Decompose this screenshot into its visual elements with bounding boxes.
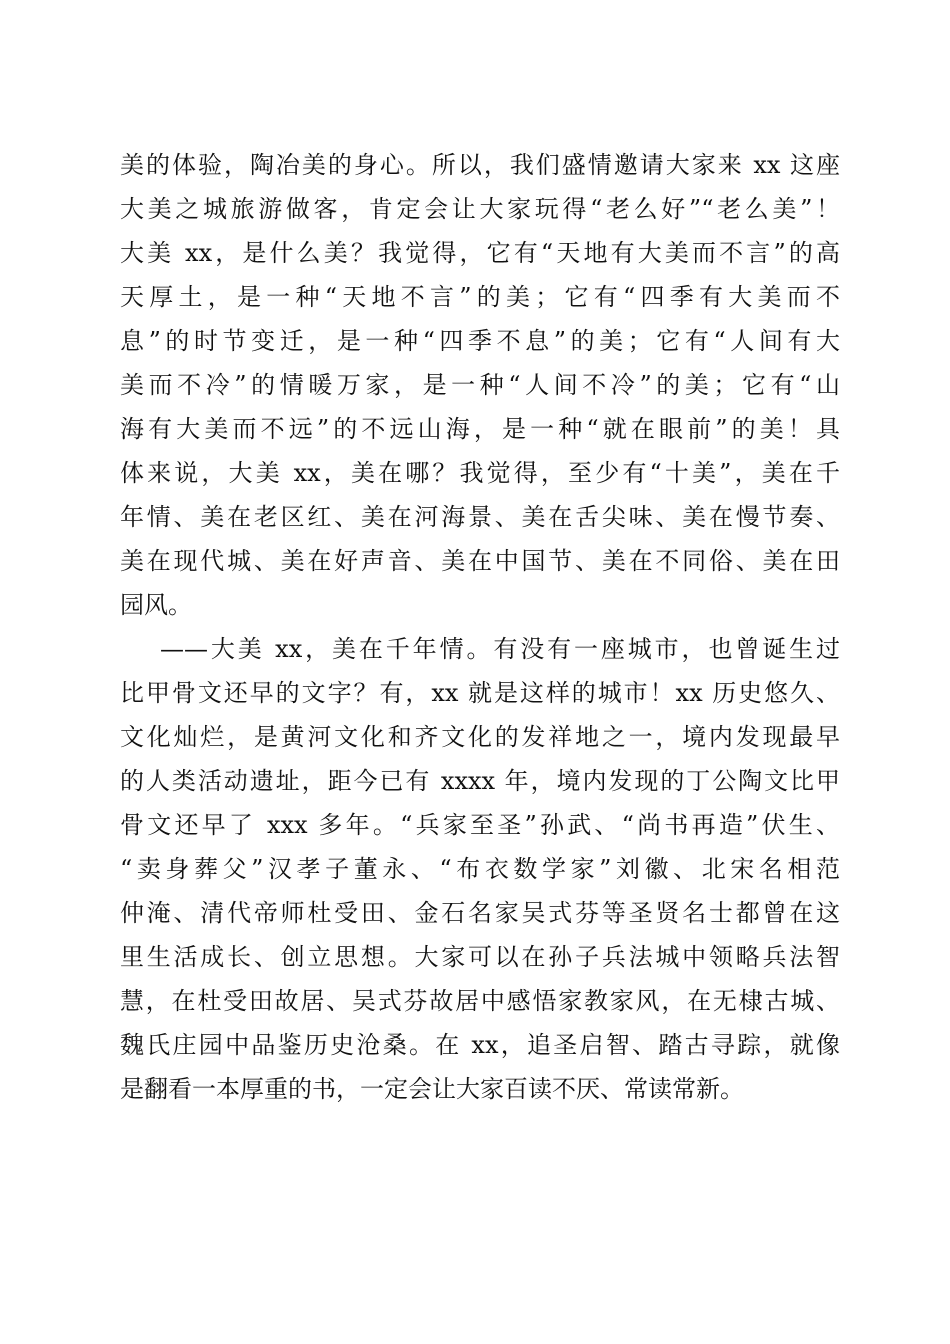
text-line: 比甲骨文还早的文字？有，xx 就是这样的城市！xx 历史悠久、: [120, 679, 840, 707]
text-line: 园风。: [120, 591, 192, 619]
text-line: ——大美 xx，美在千年情。有没有一座城市，也曾诞生过: [160, 635, 840, 663]
text-line: 海有大美而不远”的不远山海，是一种“就在眼前”的美！具: [120, 415, 840, 443]
text-line: 体来说，大美 xx，美在哪？我觉得，至少有“十美”，美在千: [120, 459, 840, 487]
paragraph-2: [120, 627, 840, 1111]
text-line: 美在现代城、美在好声音、美在中国节、美在不同俗、美在田: [120, 547, 840, 575]
text-line: 息”的时节变迁，是一种“四季不息”的美；它有“人间有大: [120, 327, 840, 355]
document-body: [120, 143, 840, 1111]
text-line: 美而不冷”的情暖万家，是一种“人间不冷”的美；它有“山: [120, 371, 840, 399]
text-line: 美的体验，陶冶美的身心。所以，我们盛情邀请大家来 xx 这座: [120, 151, 840, 179]
text-line: “卖身葬父”汉孝子董永、“布衣数学家”刘徽、北宋名相范: [120, 855, 840, 883]
text-line: 是翻看一本厚重的书，一定会让大家百读不厌、常读常新。: [120, 1075, 744, 1103]
text-line: 骨文还早了 xxx 多年。“兵家至圣”孙武、“尚书再造”伏生、: [120, 811, 840, 839]
text-line: 慧，在杜受田故居、吴式芬故居中感悟家教家风，在无棣古城、: [120, 987, 840, 1015]
paragraph-1: [120, 143, 840, 627]
text-line: 里生活成长、创立思想。大家可以在孙子兵法城中领略兵法智: [120, 943, 840, 971]
text-line: 大美 xx，是什么美？我觉得，它有“天地有大美而不言”的高: [120, 239, 840, 267]
text-line: 魏氏庄园中品鉴历史沧桑。在 xx，追圣启智、踏古寻踪，就像: [120, 1031, 840, 1059]
text-line: 文化灿烂，是黄河文化和齐文化的发祥地之一，境内发现最早: [120, 723, 840, 751]
text-line: 年情、美在老区红、美在河海景、美在舌尖味、美在慢节奏、: [120, 503, 840, 531]
text-line: 天厚土，是一种“天地不言”的美；它有“四季有大美而不: [120, 283, 840, 311]
text-line: 大美之城旅游做客，肯定会让大家玩得“老么好”“老么美”！: [120, 195, 840, 223]
text-line: 仲淹、清代帝师杜受田、金石名家吴式芬等圣贤名士都曾在这: [120, 899, 840, 927]
text-line: 的人类活动遗址，距今已有 xxxx 年，境内发现的丁公陶文比甲: [120, 767, 840, 795]
